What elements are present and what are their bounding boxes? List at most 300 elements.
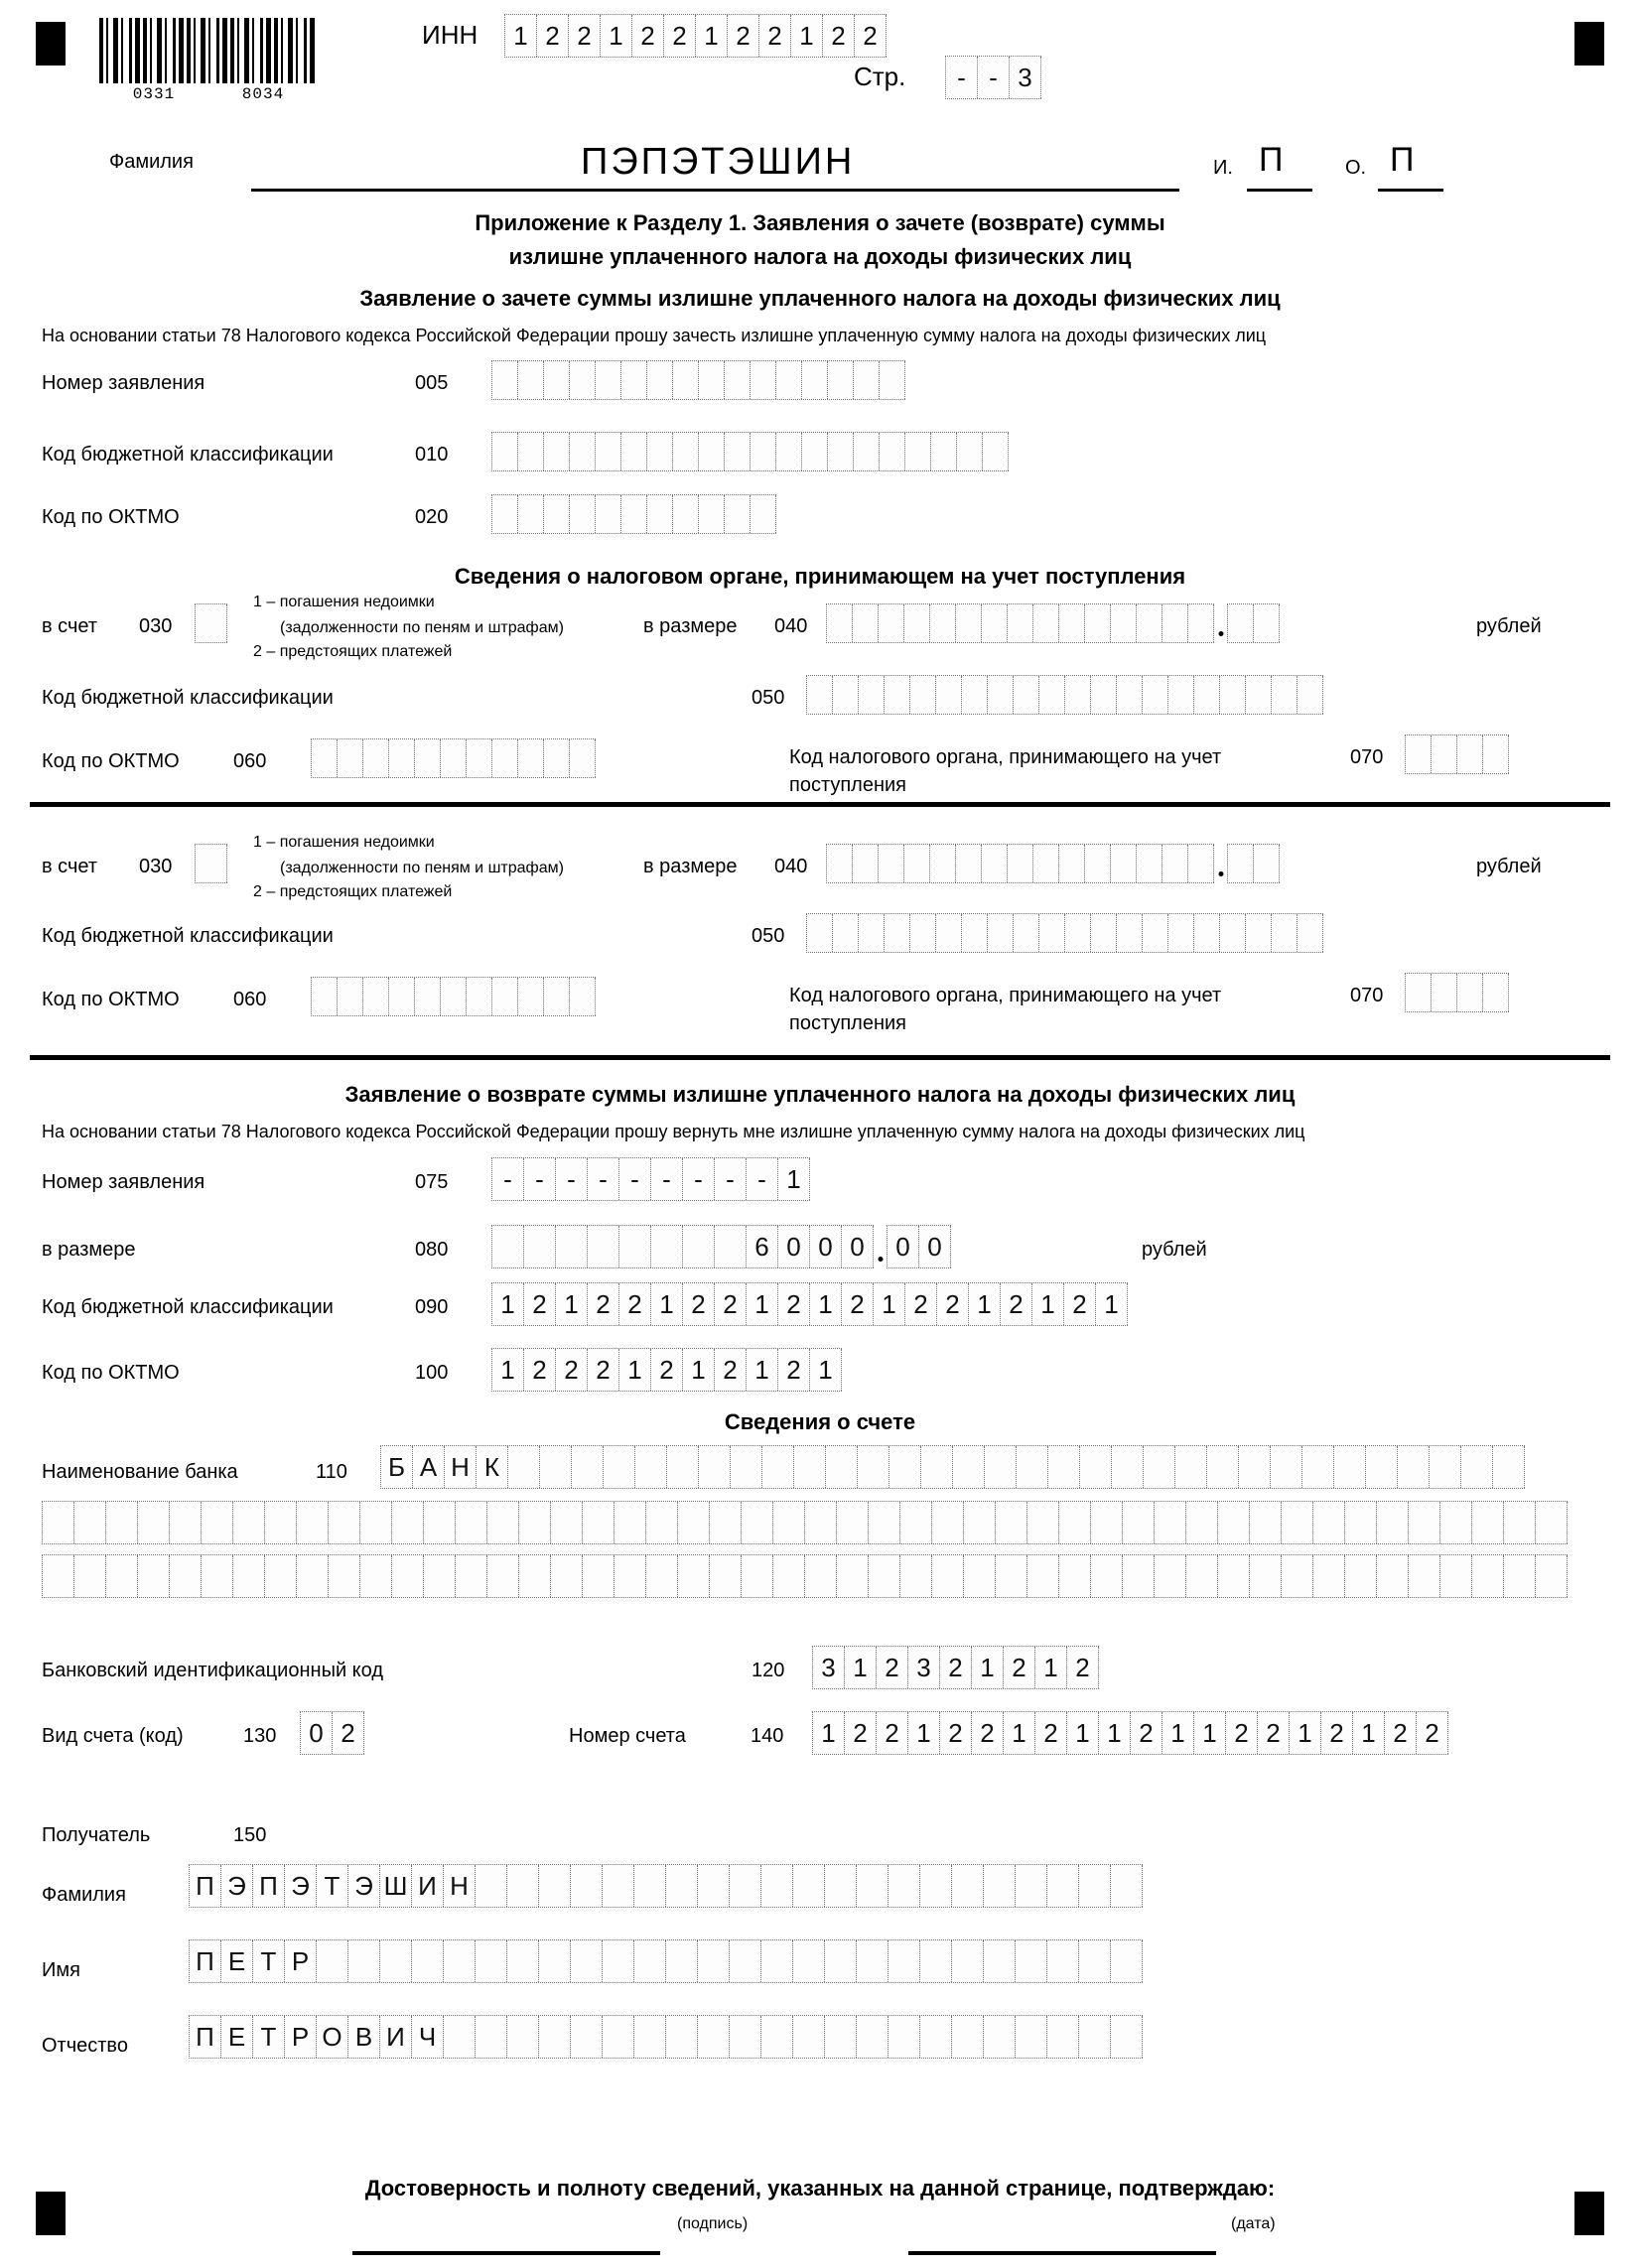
form-cell[interactable]	[1298, 676, 1323, 714]
form-cell[interactable]	[833, 676, 859, 714]
form-cell[interactable]: 2	[905, 1283, 937, 1325]
form-cell[interactable]	[673, 361, 699, 399]
form-cell[interactable]	[1059, 845, 1085, 882]
form-cell[interactable]	[1313, 1502, 1345, 1543]
form-cell[interactable]	[596, 433, 621, 470]
form-cell[interactable]: 1	[1194, 1712, 1226, 1754]
form-cell[interactable]	[196, 604, 227, 642]
form-cell[interactable]	[571, 1940, 603, 1982]
form-cell[interactable]	[1250, 1502, 1282, 1543]
form-cell[interactable]: 1	[969, 1283, 1001, 1325]
form-cell[interactable]	[859, 676, 885, 714]
form-cell[interactable]: -	[946, 57, 978, 98]
form-cell[interactable]: 2	[1385, 1712, 1417, 1754]
form-cell[interactable]	[456, 1555, 487, 1597]
recipient-patronymic-field[interactable]	[189, 2015, 1143, 2059]
form-cell[interactable]	[666, 2016, 698, 2058]
form-cell[interactable]	[1432, 735, 1457, 773]
form-cell[interactable]	[519, 1555, 551, 1597]
form-cell[interactable]	[621, 361, 647, 399]
offset-amount-field-2[interactable]	[826, 844, 1280, 883]
form-cell[interactable]	[888, 2016, 920, 2058]
form-cell[interactable]: Э	[221, 1865, 253, 1907]
form-cell[interactable]	[507, 2016, 539, 2058]
form-cell[interactable]	[1440, 1502, 1472, 1543]
form-cell[interactable]: 1	[778, 1158, 810, 1200]
form-cell[interactable]	[570, 433, 596, 470]
form-cell[interactable]	[615, 1502, 646, 1543]
form-cell[interactable]	[666, 1940, 698, 1982]
form-cell[interactable]	[265, 1502, 297, 1543]
form-cell[interactable]	[888, 1865, 920, 1907]
form-cell[interactable]: 1	[492, 1349, 524, 1391]
form-cell[interactable]: П	[190, 1940, 221, 1982]
form-cell[interactable]	[317, 1940, 348, 1982]
form-cell[interactable]	[508, 1446, 540, 1488]
form-cell[interactable]: 2	[1001, 1283, 1032, 1325]
form-cell[interactable]	[1536, 1555, 1568, 1597]
form-cell[interactable]	[1155, 1555, 1186, 1597]
form-cell[interactable]	[43, 1555, 74, 1597]
form-cell[interactable]	[492, 739, 518, 777]
form-cell[interactable]	[1207, 1446, 1239, 1488]
form-cell[interactable]	[1194, 914, 1220, 952]
bank-name-field-line-2[interactable]	[42, 1501, 1568, 1544]
form-cell[interactable]: 2	[877, 1712, 908, 1754]
form-cell[interactable]	[996, 1555, 1027, 1597]
form-cell[interactable]: 1	[1099, 1712, 1131, 1754]
form-cell[interactable]	[1313, 1555, 1345, 1597]
form-cell[interactable]: А	[413, 1446, 445, 1488]
form-cell[interactable]	[1091, 914, 1117, 952]
form-cell[interactable]	[793, 2016, 825, 2058]
offset-oktmo-field-1[interactable]	[311, 738, 596, 778]
form-cell[interactable]	[879, 604, 904, 642]
form-cell[interactable]	[424, 1555, 456, 1597]
form-cell[interactable]	[1027, 1555, 1059, 1597]
refund-amount-field[interactable]	[491, 1225, 951, 1268]
form-cell[interactable]: 2	[588, 1349, 619, 1391]
form-cell[interactable]	[1536, 1502, 1568, 1543]
form-cell[interactable]	[930, 604, 956, 642]
form-cell[interactable]	[869, 1555, 900, 1597]
form-cell[interactable]: Р	[285, 1940, 317, 1982]
form-cell[interactable]	[710, 1555, 742, 1597]
form-cell[interactable]: 1	[1032, 1283, 1064, 1325]
form-cell[interactable]	[793, 1940, 825, 1982]
form-cell[interactable]	[1377, 1502, 1409, 1543]
form-cell[interactable]: 2	[569, 15, 601, 57]
form-cell[interactable]: Н	[444, 1865, 476, 1907]
form-cell[interactable]	[1472, 1555, 1504, 1597]
form-cell[interactable]	[518, 361, 544, 399]
form-cell[interactable]	[983, 433, 1009, 470]
form-cell[interactable]	[1117, 914, 1143, 952]
form-cell[interactable]	[1246, 676, 1272, 714]
form-cell[interactable]: 2	[524, 1283, 556, 1325]
form-cell[interactable]	[348, 1940, 380, 1982]
form-cell[interactable]	[1220, 676, 1246, 714]
form-cell[interactable]	[233, 1555, 265, 1597]
form-cell[interactable]	[1272, 914, 1298, 952]
form-cell[interactable]	[828, 433, 854, 470]
form-cell[interactable]	[952, 1940, 984, 1982]
form-cell[interactable]	[1137, 845, 1162, 882]
form-cell[interactable]	[1175, 1446, 1207, 1488]
form-cell[interactable]	[1188, 845, 1214, 882]
form-cell[interactable]	[827, 845, 853, 882]
form-cell[interactable]	[678, 1502, 710, 1543]
form-cell[interactable]	[1409, 1555, 1440, 1597]
form-cell[interactable]	[1194, 676, 1220, 714]
form-cell[interactable]: Т	[317, 1865, 348, 1907]
form-cell[interactable]	[1085, 604, 1111, 642]
form-cell[interactable]: О	[317, 2016, 348, 2058]
form-cell[interactable]	[807, 914, 833, 952]
offset-account-field-2[interactable]	[195, 844, 227, 883]
form-cell[interactable]	[619, 1226, 651, 1267]
form-cell[interactable]	[583, 1555, 615, 1597]
form-cell[interactable]	[921, 1446, 953, 1488]
form-cell[interactable]	[742, 1502, 773, 1543]
form-cell[interactable]	[603, 1940, 634, 1982]
form-cell[interactable]	[1345, 1555, 1377, 1597]
form-cell[interactable]: П	[190, 1865, 221, 1907]
form-cell[interactable]	[773, 1502, 805, 1543]
form-cell[interactable]	[1246, 914, 1272, 952]
form-cell[interactable]	[1186, 1555, 1218, 1597]
form-cell[interactable]	[880, 361, 905, 399]
form-cell[interactable]	[487, 1502, 519, 1543]
form-cell[interactable]	[297, 1502, 329, 1543]
form-cell[interactable]: 1	[874, 1283, 905, 1325]
form-cell[interactable]	[698, 1940, 730, 1982]
form-cell[interactable]	[138, 1502, 170, 1543]
form-cell[interactable]: 2	[651, 1349, 683, 1391]
form-cell[interactable]: 2	[845, 1712, 877, 1754]
form-cell[interactable]: 2	[823, 15, 855, 57]
form-cell[interactable]	[805, 1555, 837, 1597]
offset-oktmo-field-2[interactable]	[311, 977, 596, 1016]
form-cell[interactable]	[1059, 1555, 1091, 1597]
form-cell[interactable]	[953, 1446, 985, 1488]
form-cell[interactable]	[985, 1446, 1017, 1488]
form-cell[interactable]	[885, 914, 910, 952]
form-cell[interactable]	[1016, 1940, 1047, 1982]
form-cell[interactable]	[196, 845, 227, 882]
form-cell[interactable]: 2	[778, 1349, 810, 1391]
form-cell[interactable]	[360, 1502, 392, 1543]
form-cell[interactable]: 0	[842, 1226, 874, 1267]
form-cell[interactable]: 1	[505, 15, 537, 57]
form-cell[interactable]	[964, 1502, 996, 1543]
form-cell[interactable]	[698, 2016, 730, 2058]
form-cell[interactable]	[415, 739, 441, 777]
form-cell[interactable]	[572, 1446, 604, 1488]
form-cell[interactable]	[869, 1502, 900, 1543]
form-cell[interactable]	[857, 1940, 888, 1982]
form-cell[interactable]	[920, 1940, 952, 1982]
form-cell[interactable]: Т	[253, 2016, 285, 2058]
form-cell[interactable]	[889, 1446, 921, 1488]
form-cell[interactable]: Э	[348, 1865, 380, 1907]
form-cell[interactable]: 2	[333, 1712, 364, 1754]
form-cell[interactable]	[106, 1555, 138, 1597]
form-cell[interactable]: 6	[747, 1226, 778, 1267]
form-cell[interactable]: 1	[619, 1349, 651, 1391]
form-cell[interactable]	[544, 495, 570, 533]
form-cell[interactable]	[1218, 1555, 1250, 1597]
form-cell[interactable]	[518, 739, 544, 777]
form-cell[interactable]	[476, 1865, 507, 1907]
form-cell[interactable]	[492, 495, 518, 533]
form-cell[interactable]	[1080, 1446, 1112, 1488]
form-cell[interactable]: 2	[728, 15, 759, 57]
form-cell[interactable]	[424, 1502, 456, 1543]
form-cell[interactable]: -	[588, 1158, 619, 1200]
form-cell[interactable]	[588, 1226, 619, 1267]
form-cell[interactable]	[761, 2016, 793, 2058]
form-cell[interactable]	[518, 978, 544, 1015]
form-cell[interactable]	[647, 495, 673, 533]
form-cell[interactable]: -	[978, 57, 1010, 98]
form-cell[interactable]	[583, 1502, 615, 1543]
form-cell[interactable]	[1220, 914, 1246, 952]
form-cell[interactable]	[1065, 676, 1091, 714]
signature-line[interactable]	[352, 2251, 660, 2255]
form-cell[interactable]	[604, 1446, 635, 1488]
form-cell[interactable]	[1016, 2016, 1047, 2058]
form-cell[interactable]	[518, 433, 544, 470]
form-cell[interactable]	[519, 1502, 551, 1543]
account-number-field[interactable]	[812, 1711, 1448, 1755]
form-cell[interactable]	[725, 433, 751, 470]
form-cell[interactable]: 2	[940, 1647, 972, 1688]
form-cell[interactable]	[826, 1446, 858, 1488]
form-cell[interactable]	[794, 1446, 826, 1488]
form-cell[interactable]	[1409, 1502, 1440, 1543]
form-cell[interactable]	[138, 1555, 170, 1597]
form-cell[interactable]	[1079, 1940, 1111, 1982]
form-cell[interactable]	[360, 1555, 392, 1597]
form-cell[interactable]	[1250, 1555, 1282, 1597]
form-cell[interactable]	[1432, 974, 1457, 1011]
form-cell[interactable]	[932, 1502, 964, 1543]
form-cell[interactable]: -	[747, 1158, 778, 1200]
form-cell[interactable]	[1457, 735, 1483, 773]
form-cell[interactable]	[956, 845, 982, 882]
form-cell[interactable]	[647, 361, 673, 399]
form-cell[interactable]	[329, 1555, 360, 1597]
form-cell[interactable]	[982, 845, 1008, 882]
form-cell[interactable]	[233, 1502, 265, 1543]
form-cell[interactable]	[1228, 604, 1254, 642]
form-cell[interactable]: 3	[1010, 57, 1041, 98]
form-cell[interactable]	[467, 978, 492, 1015]
form-cell[interactable]	[551, 1555, 583, 1597]
form-cell[interactable]	[1493, 1446, 1525, 1488]
form-cell[interactable]	[931, 433, 957, 470]
offset-amount-field-1[interactable]	[826, 603, 1280, 643]
form-cell[interactable]	[1254, 845, 1280, 882]
form-cell[interactable]: Ч	[412, 2016, 444, 2058]
form-cell[interactable]	[1039, 914, 1065, 952]
form-cell[interactable]	[837, 1502, 869, 1543]
form-cell[interactable]	[646, 1555, 678, 1597]
form-cell[interactable]: 1	[810, 1283, 842, 1325]
form-cell[interactable]	[1047, 2016, 1079, 2058]
form-cell[interactable]	[647, 433, 673, 470]
form-cell[interactable]: 1	[845, 1647, 877, 1688]
form-cell[interactable]	[858, 1446, 889, 1488]
form-cell[interactable]	[389, 739, 415, 777]
form-cell[interactable]	[596, 361, 621, 399]
form-cell[interactable]	[1282, 1502, 1313, 1543]
form-cell[interactable]: 1	[1290, 1712, 1321, 1754]
form-cell[interactable]: П	[190, 2016, 221, 2058]
form-cell[interactable]: 2	[1004, 1647, 1035, 1688]
form-cell[interactable]: 1	[556, 1283, 588, 1325]
form-cell[interactable]: 2	[877, 1647, 908, 1688]
form-cell[interactable]	[731, 1446, 762, 1488]
form-cell[interactable]	[683, 1226, 715, 1267]
form-cell[interactable]	[202, 1502, 233, 1543]
form-cell[interactable]	[761, 1940, 793, 1982]
form-cell[interactable]	[1111, 1865, 1143, 1907]
form-cell[interactable]	[857, 1865, 888, 1907]
form-cell[interactable]	[751, 433, 776, 470]
form-cell[interactable]	[441, 739, 467, 777]
form-cell[interactable]	[1457, 974, 1483, 1011]
form-cell[interactable]	[492, 1226, 524, 1267]
form-cell[interactable]	[380, 1940, 412, 1982]
form-cell[interactable]: 2	[842, 1283, 874, 1325]
form-cell[interactable]	[389, 978, 415, 1015]
form-cell[interactable]	[415, 978, 441, 1015]
form-cell[interactable]: 1	[810, 1349, 842, 1391]
form-cell[interactable]	[444, 1940, 476, 1982]
form-cell[interactable]	[678, 1555, 710, 1597]
form-cell[interactable]	[265, 1555, 297, 1597]
form-cell[interactable]	[776, 433, 802, 470]
form-cell[interactable]	[805, 1502, 837, 1543]
form-cell[interactable]	[710, 1502, 742, 1543]
form-cell[interactable]: 1	[1004, 1712, 1035, 1754]
form-cell[interactable]	[621, 495, 647, 533]
form-cell[interactable]: 1	[1096, 1283, 1128, 1325]
form-cell[interactable]: 2	[664, 15, 696, 57]
form-cell[interactable]	[1065, 914, 1091, 952]
form-cell[interactable]: 2	[588, 1283, 619, 1325]
form-cell[interactable]: -	[556, 1158, 588, 1200]
form-cell[interactable]	[936, 914, 962, 952]
form-cell[interactable]	[853, 845, 879, 882]
form-cell[interactable]	[1017, 1446, 1048, 1488]
form-cell[interactable]	[1091, 1502, 1123, 1543]
offset-application-number-field[interactable]	[491, 360, 905, 400]
form-cell[interactable]	[957, 433, 983, 470]
form-cell[interactable]	[773, 1555, 805, 1597]
form-cell[interactable]	[666, 1865, 698, 1907]
form-cell[interactable]	[828, 361, 854, 399]
form-cell[interactable]: 2	[1321, 1712, 1353, 1754]
form-cell[interactable]: 2	[1258, 1712, 1290, 1754]
form-cell[interactable]: Е	[221, 2016, 253, 2058]
form-cell[interactable]	[699, 361, 725, 399]
form-cell[interactable]	[904, 845, 930, 882]
form-cell[interactable]	[698, 1865, 730, 1907]
form-cell[interactable]	[1117, 676, 1143, 714]
form-cell[interactable]	[329, 1502, 360, 1543]
form-cell[interactable]	[699, 495, 725, 533]
form-cell[interactable]: Э	[285, 1865, 317, 1907]
form-cell[interactable]: И	[380, 2016, 412, 2058]
form-cell[interactable]	[392, 1502, 424, 1543]
form-cell[interactable]: Ш	[380, 1865, 412, 1907]
form-cell[interactable]: 1	[972, 1647, 1004, 1688]
form-cell[interactable]	[725, 361, 751, 399]
form-cell[interactable]	[853, 604, 879, 642]
form-cell[interactable]	[634, 1940, 666, 1982]
form-cell[interactable]	[920, 1865, 952, 1907]
form-cell[interactable]	[1440, 1555, 1472, 1597]
form-cell[interactable]: -	[715, 1158, 747, 1200]
form-cell[interactable]: -	[619, 1158, 651, 1200]
form-cell[interactable]	[1366, 1446, 1398, 1488]
form-cell[interactable]	[1047, 1865, 1079, 1907]
form-cell[interactable]	[1168, 914, 1194, 952]
form-cell[interactable]: 0	[888, 1226, 919, 1267]
form-cell[interactable]	[539, 2016, 571, 2058]
form-cell[interactable]	[1406, 735, 1432, 773]
form-cell[interactable]	[338, 978, 363, 1015]
form-cell[interactable]: 2	[683, 1283, 715, 1325]
form-cell[interactable]	[1162, 604, 1188, 642]
bic-field[interactable]	[812, 1646, 1099, 1689]
form-cell[interactable]	[621, 433, 647, 470]
form-cell[interactable]	[312, 739, 338, 777]
form-cell[interactable]: 0	[919, 1226, 951, 1267]
form-cell[interactable]	[904, 604, 930, 642]
form-cell[interactable]	[1483, 974, 1509, 1011]
form-cell[interactable]	[837, 1555, 869, 1597]
form-cell[interactable]	[1188, 604, 1214, 642]
form-cell[interactable]: 3	[908, 1647, 940, 1688]
form-cell[interactable]	[363, 739, 389, 777]
form-cell[interactable]	[1218, 1502, 1250, 1543]
form-cell[interactable]	[603, 2016, 634, 2058]
form-cell[interactable]	[518, 495, 544, 533]
form-cell[interactable]	[730, 2016, 761, 2058]
form-cell[interactable]	[1039, 676, 1065, 714]
bank-name-field-line-1[interactable]	[380, 1445, 1525, 1489]
form-cell[interactable]	[571, 2016, 603, 2058]
form-cell[interactable]: -	[524, 1158, 556, 1200]
form-cell[interactable]: 2	[1035, 1712, 1067, 1754]
form-cell[interactable]	[1123, 1502, 1155, 1543]
form-cell[interactable]	[312, 978, 338, 1015]
form-cell[interactable]	[1345, 1502, 1377, 1543]
form-cell[interactable]: 2	[940, 1712, 972, 1754]
form-cell[interactable]	[751, 495, 776, 533]
form-cell[interactable]	[1143, 676, 1168, 714]
form-cell[interactable]: 1	[747, 1283, 778, 1325]
form-cell[interactable]: 2	[1131, 1712, 1162, 1754]
form-cell[interactable]	[1111, 1940, 1143, 1982]
form-cell[interactable]	[725, 495, 751, 533]
form-cell[interactable]	[1027, 1502, 1059, 1543]
form-cell[interactable]	[1059, 604, 1085, 642]
